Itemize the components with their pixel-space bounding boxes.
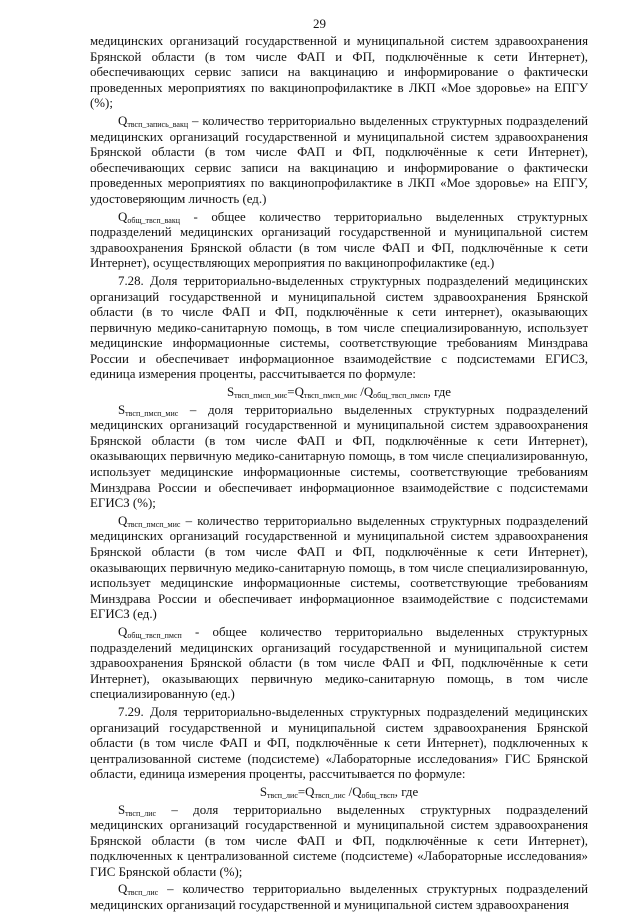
definition-variable: Q: [118, 882, 128, 897]
paragraph-text: - общее количество территориально выделенных структурных подразделений медицинских организаций государственной и муниципальной систем здравоохранения Брянской области (в том числе ФАП и ФП, подключённые к сети Интернет), оказывающих первичную медико-санитарную помощь, в том числе специализированную (ед.): [90, 624, 588, 702]
paragraph-text: – количество территориально выделенных структурных подразделений медицинских организаций государственной и муниципальной систем здравоохранения Брянской области (в том числе ФАП и ФП, подключённые к сети Интернет), обеспечивающих сервис записи на вакцинацию и информирование о фактически проведенных мероприятиях по вакцинопрофилактике в ЛКП «Мое здоровье» на ЕПГУ, удостоверяющим личность (ед.): [90, 113, 588, 206]
paragraph-p2: [90, 114, 588, 208]
formula-operator: =: [287, 385, 295, 400]
paragraph-p8: [90, 705, 588, 783]
definition-subscript: твсп_пмсп_мис: [125, 408, 179, 418]
document-body: [90, 34, 588, 916]
definition-subscript: общ_твсп_вакц: [127, 215, 180, 225]
paragraph-text: – доля территориально выделенных структурных подразделений медицинских организаций государственной и муниципальной систем здравоохранения Брянской области (в том числе ФАП и ФП, подключённые к сети Интернет), подключенных к централизованной системе (подсистеме) «Лабораторные исследования» ГИС Брянской области (%);: [90, 802, 588, 879]
formula-subscript: твсп_лис: [267, 790, 298, 800]
paragraph-p10: [90, 882, 588, 913]
paragraph-text: – количество территориально выделенных структурных подразделений медицинских организаций государственной и муниципальной систем здравоохранения Брянской области (в том числе ФАП и ФП, подключённые к сети Интернет), оказывающих первичную медико-санитарную помощь, в том числе специализированную, использует медицинские информационные системы, соответствующие требованиям Минздрава России и обеспечивает информационное взаимодействие с подсистемами ЕГИСЗ (ед.): [90, 513, 588, 622]
paragraph-text: - общее количество территориально выделенных структурных подразделений медицинских организаций государственной и муниципальной систем здравоохранения Брянской области (в том числе ФАП и ФП, подключённые к сети Интернет), осуществляющих мероприятия по вакцинопрофилактике (ед.): [90, 209, 588, 271]
paragraph-text: – количество территориально выделенных структурных подразделений медицинских организаций государственной и муниципальной систем здравоохранения: [90, 882, 588, 913]
formula-subscript: общ_твсп: [361, 790, 395, 800]
paragraph-text: медицинских организаций государственной и муниципальной систем здравоохранения Брянской области (в том числе ФАП и ФП, подключённые к сети Интернет), обеспечивающих сервис записи на вакцинацию и информирование о фактически проведенных мероприятиях по вакцинопрофилактике в ЛКП «Мое здоровье» на ЕПГУ (%);: [90, 34, 588, 111]
definition-variable: S: [118, 802, 126, 817]
formula-operator: , где: [394, 784, 419, 799]
definition-subscript: твсп_пмсп_мис: [127, 519, 181, 529]
formula-variable: Q: [305, 784, 315, 799]
definition-subscript: общ_твсп_пмсп: [127, 630, 182, 640]
definition-variable: Q: [118, 113, 128, 128]
paragraph-p6: [90, 514, 588, 623]
formula-operator: /: [345, 784, 353, 799]
formula-variable: Q: [363, 385, 374, 400]
paragraph-p7: [90, 625, 588, 703]
formula-variable: Q: [352, 784, 362, 799]
formula-subscript: твсп_лис: [314, 790, 346, 800]
formula-variable: S: [226, 385, 235, 400]
formula-subscript: общ_твсп_пмсп: [373, 391, 428, 401]
formula-operator: , где: [427, 385, 451, 400]
definition-variable: Q: [118, 209, 128, 224]
definition-variable: Q: [118, 513, 128, 528]
paragraph-p3: [90, 210, 588, 272]
definition-subscript: твсп_лис: [125, 808, 157, 818]
paragraph-text: 7.28. Доля территориально-выделенных структурных подразделений медицинских организаций государственной и муниципальной систем здравоохранения Брянской области (в то числе ФАП и ФП, подключённые к сети интернет), оказывающих первичную медико-санитарную помощь, в том числе специализированную, использует медицинские информационные системы, соответствующие требованиям Минздрава России и обеспечивает информационное взаимодействие с подсистемами ЕГИСЗ, единица измерения проценты, рассчитывается по формуле:: [90, 273, 588, 382]
paragraph-text: – доля территориально выделенных структурных подразделений медицинских организаций государственной и муниципальной систем здравоохранения Брянской области (в том числе ФАП и ФП, подключённые к сети Интернет), оказывающих первичную медико-санитарную помощь, в том числе специализированную, использует медицинские информационные системы, соответствующие требованиям Минздрава России и обеспечивает информационное взаимодействие с подсистемами ЕГИСЗ (%);: [90, 402, 588, 511]
definition-variable: S: [118, 402, 126, 417]
formula-operator: =: [297, 784, 306, 799]
paragraph-text: 7.29. Доля территориально-выделенных структурных подразделений медицинских организаций государственной и муниципальной систем здравоохранения Брянской области (в том числе ФАП и ФП, подключённые к сети Интернет), подключенных к централизованной системе (подсистеме) «Лабораторные исследования» ГИС Брянской области, единица измерения проценты, рассчитывается по формуле:: [90, 704, 588, 782]
paragraph-p4: [90, 274, 588, 383]
definition-variable: Q: [118, 624, 128, 639]
formula-variable: S: [259, 784, 267, 799]
formula-subscript: твсп_пмсп_мис: [303, 391, 358, 401]
definition-subscript: твсп_запись_вакц: [127, 119, 189, 129]
formula-f1: [90, 385, 588, 401]
formula-f2: [90, 785, 588, 801]
paragraph-p5: [90, 403, 588, 512]
formula-subscript: твсп_пмсп_мис: [234, 391, 288, 401]
definition-subscript: твсп_лис: [127, 888, 159, 898]
page-number: 29: [313, 16, 326, 31]
formula-variable: Q: [294, 385, 304, 400]
paragraph-p9: [90, 803, 588, 881]
formula-operator: /: [357, 385, 364, 400]
paragraph-p1: [90, 34, 588, 112]
